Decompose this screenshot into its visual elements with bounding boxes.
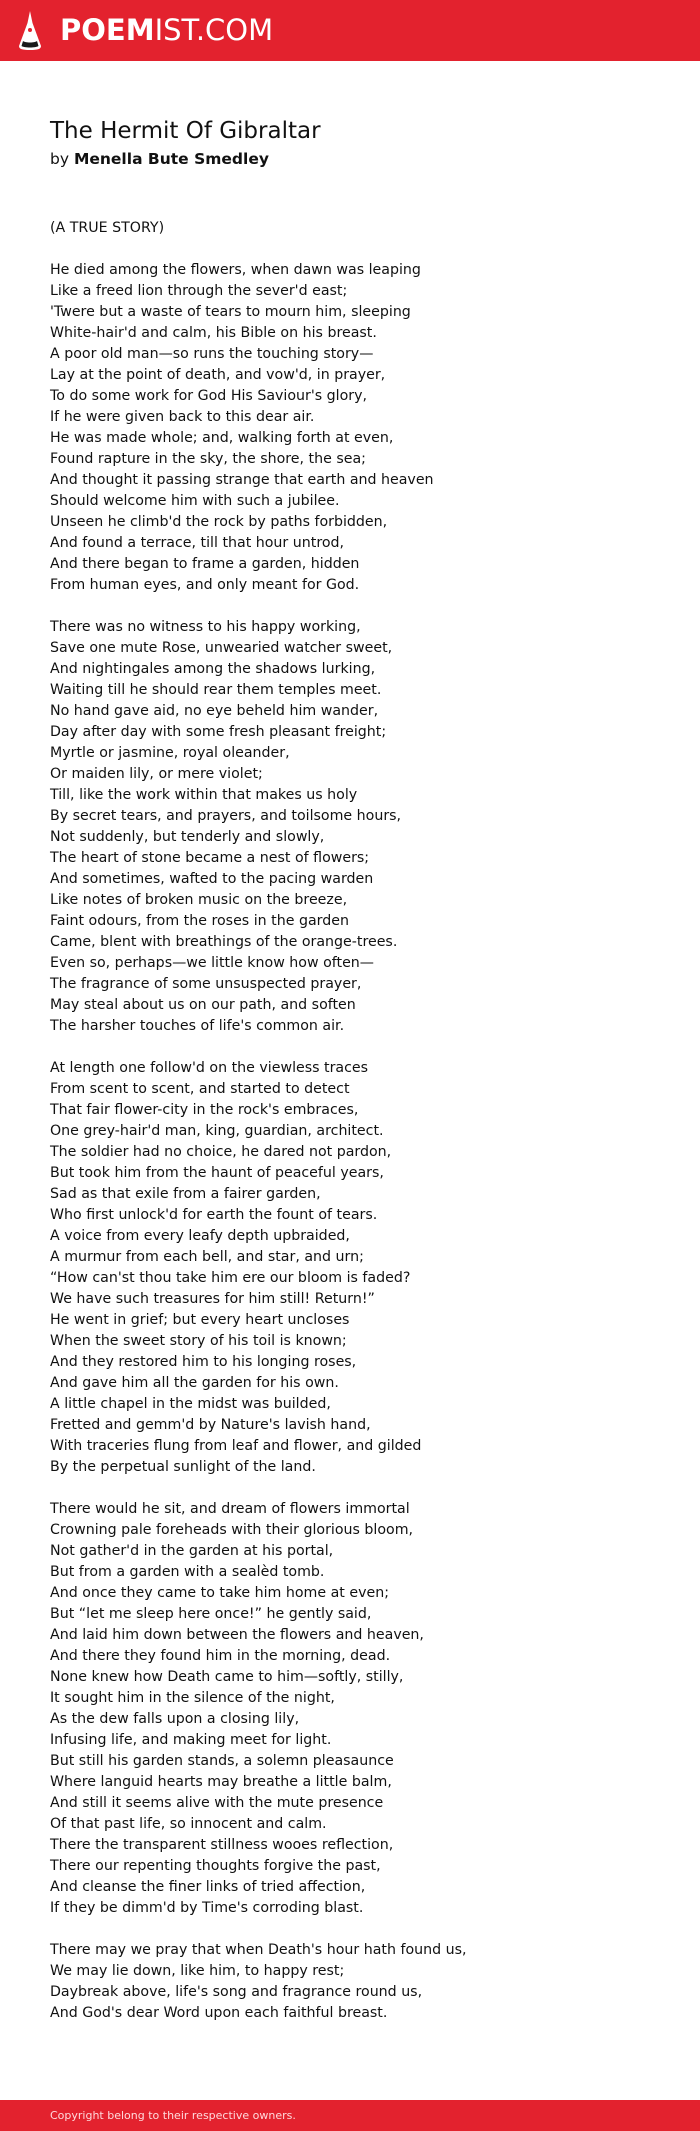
- poem-line: Till, like the work within that makes us holy: [50, 787, 358, 803]
- poem-line: Myrtle or jasmine, royal oleander,: [50, 745, 290, 761]
- poem-line: As the dew falls upon a closing lily,: [50, 1711, 300, 1727]
- poem-line: Like a freed lion through the sever'd east;: [50, 283, 348, 299]
- poem-line: Daybreak above, life's song and fragrance round us,: [50, 1984, 423, 2000]
- poem-line: Crowning pale foreheads with their glorious bloom,: [50, 1522, 414, 1538]
- poem-line: At length one follow'd on the viewless traces: [50, 1060, 369, 1076]
- pen-nib-icon[interactable]: [17, 10, 43, 51]
- poem-line: And sometimes, wafted to the pacing warden: [50, 871, 374, 887]
- poem-line: And cleanse the finer links of tried affection,: [50, 1879, 366, 1895]
- poem-line: When the sweet story of his toil is known;: [50, 1333, 347, 1349]
- poem-line: It sought him in the silence of the night,: [50, 1690, 335, 1706]
- author-name[interactable]: Menella Bute Smedley: [73, 150, 269, 168]
- poem-line: Of that past life, so innocent and calm.: [50, 1816, 327, 1832]
- poem-line: By secret tears, and prayers, and toilsome hours,: [50, 808, 402, 824]
- poem-body: [50, 218, 670, 2045]
- poem-line: There was no witness to his happy working,: [50, 619, 361, 635]
- poem-line: To do some work for God His Saviour's glory,: [50, 388, 368, 404]
- poem-line: And thought it passing strange that earth and heaven: [50, 472, 434, 488]
- poem-stanza: [50, 1499, 670, 1919]
- poem-line: And they restored him to his longing roses,: [50, 1354, 357, 1370]
- poem-line: Infusing life, and making meet for light.: [50, 1732, 332, 1748]
- poem-stanza: [50, 218, 670, 239]
- poem-line: He went in grief; but every heart uncloses: [50, 1312, 350, 1328]
- poem-line: And God's dear Word upon each faithful breast.: [50, 2005, 388, 2021]
- poem-line: Fretted and gemm'd by Nature's lavish hand,: [50, 1417, 371, 1433]
- logo-bold-text: POEM: [60, 13, 155, 47]
- poem-line: The soldier had no choice, he dared not pardon,: [50, 1144, 392, 1160]
- poem-line: A poor old man—so runs the touching story—: [50, 346, 374, 362]
- poem-line: Save one mute Rose, unwearied watcher sweet,: [50, 640, 393, 656]
- poem-line: From human eyes, and only meant for God.: [50, 577, 360, 593]
- poem-line: And found a terrace, till that hour untrod,: [50, 535, 345, 551]
- poem-line: Who first unlock'd for earth the fount of tears.: [50, 1207, 378, 1223]
- poem-line: We may lie down, like him, to happy rest;: [50, 1963, 345, 1979]
- poem-line: But took him from the haunt of peaceful years,: [50, 1165, 384, 1181]
- poem-line: Should welcome him with such a jubilee.: [50, 493, 340, 509]
- poem-line: Day after day with some fresh pleasant freight;: [50, 724, 387, 740]
- poem-line: By the perpetual sunlight of the land.: [50, 1459, 316, 1475]
- poem-line: (A TRUE STORY): [50, 220, 165, 236]
- poem-line: Even so, perhaps—we little know how often—: [50, 955, 374, 971]
- poem-line: He died among the flowers, when dawn was leaping: [50, 262, 421, 278]
- byline: [50, 147, 269, 171]
- poem-line: No hand gave aid, no eye beheld him wander,: [50, 703, 379, 719]
- poem-line: And gave him all the garden for his own.: [50, 1375, 339, 1391]
- poem-line: One grey-hair'd man, king, guardian, architect.: [50, 1123, 384, 1139]
- poem-line: If he were given back to this dear air.: [50, 409, 315, 425]
- by-label: by: [50, 150, 70, 168]
- poem-stanza: [50, 617, 670, 1037]
- poem-line: Waiting till he should rear them temples meet.: [50, 682, 382, 698]
- poem-line: But “let me sleep here once!” he gently said,: [50, 1606, 372, 1622]
- poem-line: And there began to frame a garden, hidden: [50, 556, 360, 572]
- poem-line: With traceries flung from leaf and flower, and gilded: [50, 1438, 422, 1454]
- poem-line: Faint odours, from the roses in the garden: [50, 913, 349, 929]
- poem-line: We have such treasures for him still! Return!”: [50, 1291, 375, 1307]
- poem-line: He was made whole; and, walking forth at even,: [50, 430, 394, 446]
- poem-title: The Hermit Of Gibraltar: [50, 118, 321, 144]
- poem-line: There would he sit, and dream of flowers immortal: [50, 1501, 410, 1517]
- poem-stanza: [50, 1940, 670, 2024]
- poem-line: From scent to scent, and started to detect: [50, 1081, 350, 1097]
- poem-line: May steal about us on our path, and soften: [50, 997, 356, 1013]
- poem-line: There the transparent stillness wooes reflection,: [50, 1837, 394, 1853]
- poem-line: Came, blent with breathings of the orange-trees.: [50, 934, 398, 950]
- poem-line: The fragrance of some unsuspected prayer,: [50, 976, 362, 992]
- poem-line: Like notes of broken music on the breeze,: [50, 892, 348, 908]
- poem-line: White-hair'd and calm, his Bible on his breast.: [50, 325, 377, 341]
- poem-line: Sad as that exile from a fairer garden,: [50, 1186, 321, 1202]
- poem-line: And nightingales among the shadows lurking,: [50, 661, 376, 677]
- poem-line: That fair flower-city in the rock's embraces,: [50, 1102, 359, 1118]
- logo-light-text: IST.COM: [154, 13, 274, 47]
- poem-line: But from a garden with a sealèd tomb.: [50, 1564, 325, 1580]
- poem-line: Or maiden lily, or mere violet;: [50, 766, 263, 782]
- poem-line: And still it seems alive with the mute presence: [50, 1795, 384, 1811]
- poem-line: Not gather'd in the garden at his portal,: [50, 1543, 334, 1559]
- poem-line: “How can'st thou take him ere our bloom is faded?: [50, 1270, 411, 1286]
- site-footer: [0, 2100, 700, 2131]
- poem-line: Not suddenly, but tenderly and slowly,: [50, 829, 325, 845]
- poem-line: And once they came to take him home at even;: [50, 1585, 390, 1601]
- poem-line: If they be dimm'd by Time's corroding blast.: [50, 1900, 364, 1916]
- poem-line: There may we pray that when Death's hour hath found us,: [50, 1942, 467, 1958]
- poem-line: A little chapel in the midst was builded,: [50, 1396, 331, 1412]
- poem-line: But still his garden stands, a solemn pleasaunce: [50, 1753, 394, 1769]
- poem-stanza: [50, 260, 670, 596]
- poem-line: Found rapture in the sky, the shore, the sea;: [50, 451, 366, 467]
- poem-line: 'Twere but a waste of tears to mourn him, sleeping: [50, 304, 411, 320]
- poem-line: Unseen he climb'd the rock by paths forbidden,: [50, 514, 388, 530]
- poem-line: There our repenting thoughts forgive the past,: [50, 1858, 381, 1874]
- copyright-text: Copyright belong to their respective owners.: [50, 2109, 296, 2122]
- site-logo[interactable]: [60, 10, 273, 50]
- site-header: [0, 0, 700, 61]
- poem-line: And laid him down between the flowers and heaven,: [50, 1627, 424, 1643]
- poem-line: None knew how Death came to him—softly, stilly,: [50, 1669, 404, 1685]
- poem-stanza: [50, 1058, 670, 1478]
- poem-line: Where languid hearts may breathe a little balm,: [50, 1774, 392, 1790]
- poem-line: A murmur from each bell, and star, and urn;: [50, 1249, 364, 1265]
- poem-line: Lay at the point of death, and vow'd, in prayer,: [50, 367, 386, 383]
- poem-line: A voice from every leafy depth upbraided,: [50, 1228, 350, 1244]
- poem-line: The harsher touches of life's common air.: [50, 1018, 345, 1034]
- poem-line: And there they found him in the morning, dead.: [50, 1648, 391, 1664]
- poem-line: The heart of stone became a nest of flowers;: [50, 850, 370, 866]
